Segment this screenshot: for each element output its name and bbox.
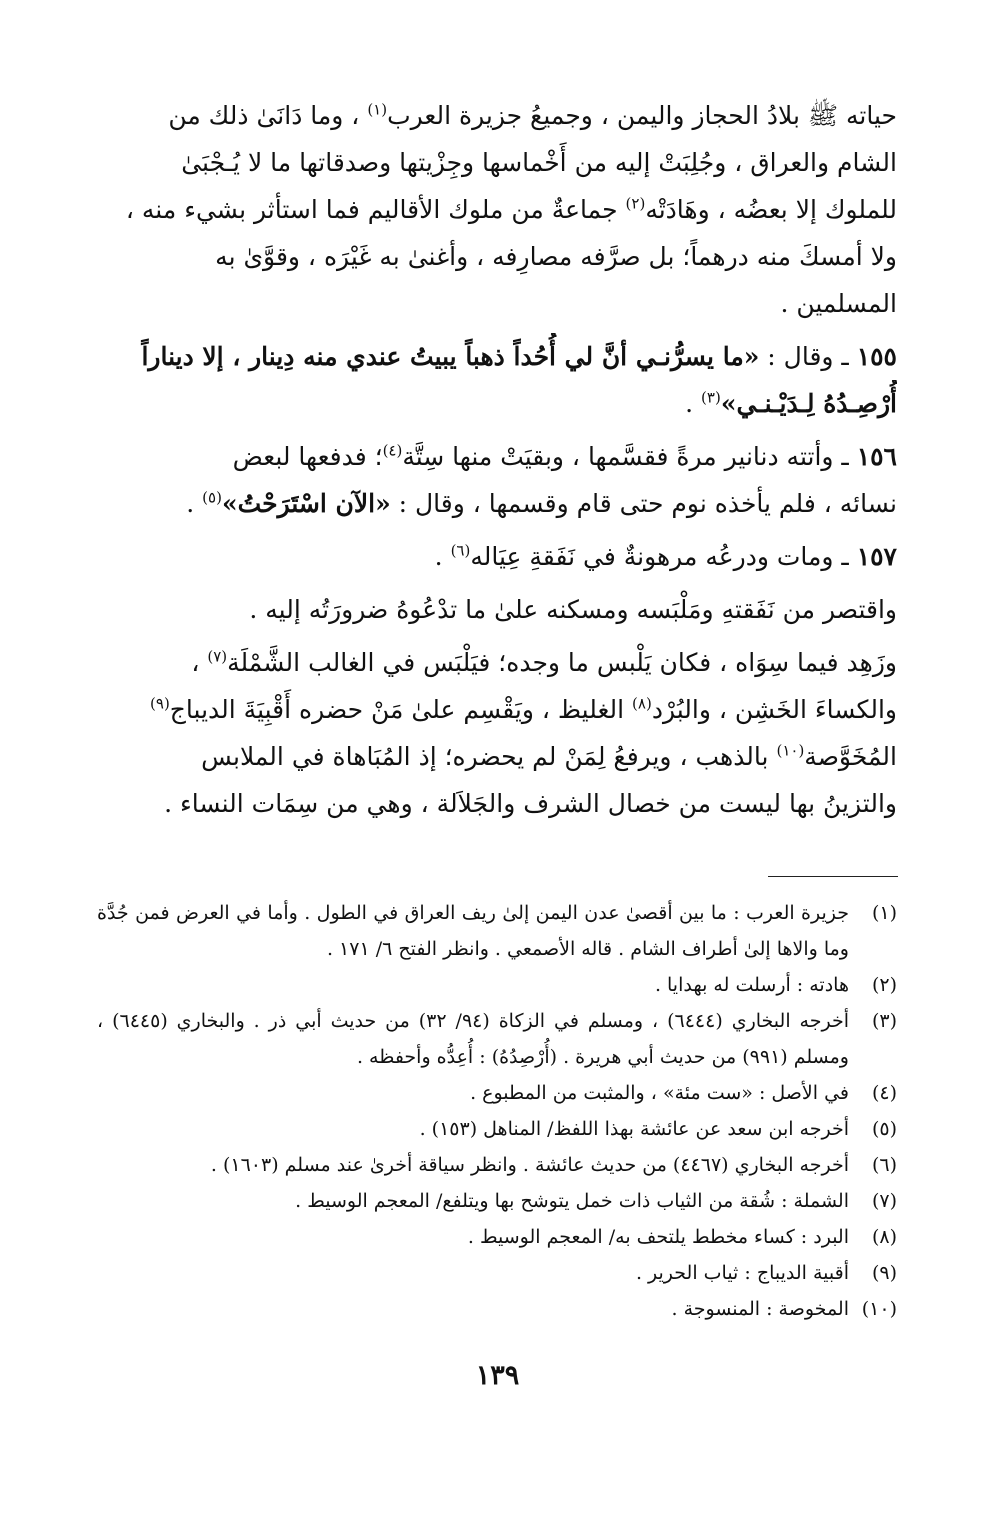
paragraph-hadith-157 bbox=[97, 533, 897, 580]
text-line: ١٥٦ ـ وأتته دنانير مرةً فقسَّمها ، وبقيَتْ منها سِتَّة$^{(٤)}$؛ فدفعها لبعض bbox=[232, 441, 897, 471]
footnote-separator bbox=[768, 876, 898, 877]
footnote-text: أخرجه ابن سعد عن عائشة بهذا اللفظ/ المناهل (١٥٣) . bbox=[419, 1118, 849, 1140]
footnote-number: (١) bbox=[871, 902, 897, 924]
paragraph-asceticism bbox=[97, 639, 897, 827]
footnotes bbox=[97, 895, 897, 1327]
footnote-text: البرد : كساء مخطط يلتحف به/ المعجم الوسيط . bbox=[467, 1226, 849, 1248]
text-line: الشام والعراق ، وجُلِبَتْ إليه من أَخْماسها وجِزْيتها وصدقاتها ما لا يُـجْبَىٰ bbox=[181, 148, 897, 177]
main-text bbox=[97, 92, 897, 827]
footnote-number: (٨) bbox=[871, 1226, 897, 1248]
hadith-number: ١٥٧ bbox=[856, 542, 897, 571]
text-line: ولا أمسكَ منه درهماً؛ بل صرَّفه مصارِفه ، وأغنىٰ به غَيْرَه ، وقوَّىٰ به bbox=[215, 242, 897, 271]
footnote-ref: (٦) bbox=[450, 541, 471, 560]
footnote-ref: (٤) bbox=[382, 441, 403, 460]
text-line: حياته ﷺ بلادُ الحجاز واليمن ، وجميعُ جزيرة العرب$^{(١)}$ ، وما دَانَىٰ ذلك من bbox=[168, 100, 897, 130]
footnote-number: (٢) bbox=[871, 974, 897, 996]
footnote-text: المخوصة : المنسوجة . bbox=[671, 1298, 849, 1320]
footnote-item bbox=[97, 1183, 897, 1219]
footnote-item bbox=[97, 1111, 897, 1147]
text-line: والكساءَ الخَشِن ، والبُرْد$^{(٨)}$ الغليظ ، ويَقْسِم علىٰ مَنْ حضره أَقْبِيَةَ الديباج$^{(٩)}$ bbox=[150, 694, 897, 724]
footnote-text: الشملة : شُقة من الثياب ذات خمل يتوشح بها ويتلفع/ المعجم الوسيط . bbox=[295, 1190, 849, 1212]
footnote-ref: (٢) bbox=[625, 194, 646, 213]
footnote-text: هادته : أرسلت له بهدايا . bbox=[654, 974, 849, 996]
footnote-text: في الأصل : «ست مئة» ، والمثبت من المطبوع . bbox=[470, 1082, 849, 1104]
text-line: والتزينُ بها ليست من خصال الشرف والجَلاَلة ، وهي من سِمَات النساء . bbox=[164, 789, 897, 818]
footnote-number: (٥) bbox=[871, 1118, 897, 1140]
text-line: للملوك إلا بعضُه ، وهَادَتْه$^{(٢)}$ جماعةٌ من ملوك الأقاليم فما استأثر بشيء منه ، bbox=[125, 194, 897, 224]
text-line: وزَهِد فيما سِوَاه ، فكان يَلْبس ما وجده؛ فيَلْبَس في الغالب الشَّمْلَة$^{(٧)}$ ، bbox=[191, 647, 897, 677]
paragraph-frugality bbox=[97, 586, 897, 633]
footnote-number: (٣) bbox=[871, 1010, 897, 1032]
text-line: ١٥٥ ـ وقال : «ما يسرُّنـي أنَّ لي أُحُداً ذهباً يبيتُ عندي منه دِينار ، إلا ديناراً bbox=[141, 342, 897, 371]
footnote-text: أخرجه البخاري (٤٤٦٧) من حديث عائشة . وانظر سياقة أخرىٰ عند مسلم (١٦٠٣) . bbox=[210, 1154, 849, 1176]
footnote-item bbox=[97, 1219, 897, 1255]
text-line: المسلمين . bbox=[780, 289, 897, 318]
footnote-ref: (٥) bbox=[202, 488, 222, 507]
footnote-ref: (١٠) bbox=[776, 741, 805, 760]
footnote-item bbox=[97, 1003, 897, 1075]
footnote-text: أخرجه البخاري (٦٤٤٤) ، ومسلم في الزكاة (٩٤/ ٣٢) من حديث أبي ذر . والبخاري (٦٤٤٥) ، ومسلم (٩٩١) من حديث أبي هريرة . (أُرْصِدُهُ) : أُعِدُّه وأحفظه . bbox=[97, 1010, 849, 1068]
hadith-number: ١٥٦ bbox=[856, 442, 897, 471]
text-line: المُخَوَّصة$^{(١٠)}$ بالذهب ، ويرفعُ لِمَنْ لم يحضره؛ إذ المُبَاهاة في الملابس bbox=[201, 741, 897, 771]
page-number: ١٣٩ bbox=[475, 1360, 520, 1391]
footnote-number: (٤) bbox=[871, 1082, 897, 1104]
footnote-item bbox=[97, 1255, 897, 1291]
paragraph-hadith-156 bbox=[97, 433, 897, 527]
footnote-item bbox=[97, 1147, 897, 1183]
footnote-ref: (٧) bbox=[207, 647, 228, 666]
hadith-quote: أُرْصِـدُهُ لِـدَيْـنـي» bbox=[720, 389, 897, 418]
footnote-text: جزيرة العرب : ما بين أقصىٰ عدن اليمن إلىٰ ريف العراق في الطول . وأما في العرض فمن جُدَّة وما والاها إلىٰ أطراف الشام . قاله الأصمعي . وانظر الفتح ٦/ ١٧١ . bbox=[97, 902, 849, 960]
footnote-number: (٩) bbox=[871, 1262, 897, 1284]
paragraph-intro bbox=[97, 92, 897, 327]
footnote-item bbox=[97, 967, 897, 1003]
footnote-ref: (٨) bbox=[632, 694, 652, 713]
footnote-item bbox=[97, 895, 897, 967]
hadith-quote: «الآن اسْتَرَحْتُ» bbox=[221, 489, 391, 518]
paragraph-hadith-155 bbox=[97, 333, 897, 427]
footnote-text: أقبية الديباج : ثياب الحرير . bbox=[635, 1262, 849, 1284]
hadith-quote: «ما يسرُّنـي أنَّ لي أُحُداً ذهباً يبيتُ عندي منه دِينار ، إلا ديناراً bbox=[141, 342, 760, 371]
footnote-item bbox=[97, 1291, 897, 1327]
text-line: ١٥٧ ـ ومات ودرعُه مرهونةٌ في نَفَقةِ عِيَاله$^{(٦)}$ . bbox=[434, 541, 897, 571]
footnote-item bbox=[97, 1075, 897, 1111]
text-line: أُرْصِـدُهُ لِـدَيْـنـي»$^{(٣)}$ . bbox=[685, 388, 897, 418]
footnote-ref: (١) bbox=[367, 100, 388, 119]
footnote-number: (٦) bbox=[871, 1154, 897, 1176]
footnote-number: (٧) bbox=[871, 1190, 897, 1212]
footnote-number: (١٠) bbox=[861, 1298, 897, 1320]
text-line: واقتصر من نَفَقتهِ ومَلْبَسه ومسكنه علىٰ ما تدْعُوهُ ضرورَتُه إليه . bbox=[249, 595, 897, 624]
text-line: نسائه ، فلم يأخذه نوم حتى قام وقسمها ، وقال : «الآن اسْتَرَحْتُ»$^{(٥)}$ . bbox=[186, 488, 897, 518]
footnote-ref: (٣) bbox=[701, 388, 721, 407]
hadith-number: ١٥٥ bbox=[856, 342, 897, 371]
footnote-ref: (٩) bbox=[150, 694, 170, 713]
